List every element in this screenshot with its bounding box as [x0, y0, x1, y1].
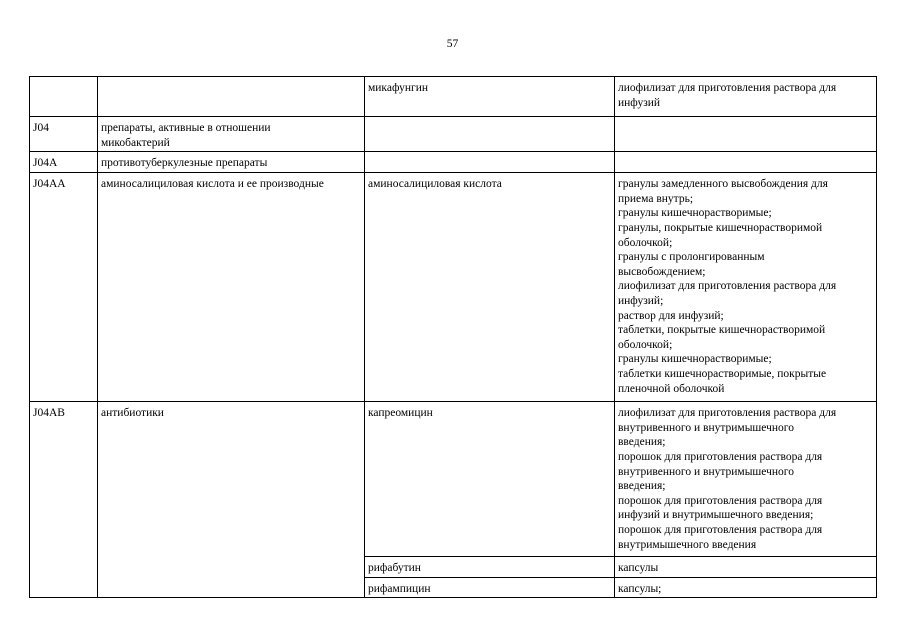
- atc-code-cell: [30, 402, 98, 598]
- atc-code: J04A: [33, 157, 58, 170]
- drug-name: капреомицин: [368, 407, 433, 420]
- group-name-line: аминосалициловая кислота и ее производные: [101, 178, 324, 191]
- group-name-cell: [98, 117, 365, 152]
- drug-table: [29, 76, 877, 598]
- dosage-form-line: внутривенного и внутримышечного: [618, 421, 794, 434]
- dosage-form-line: инфузий и внутримышечного введения;: [618, 509, 814, 522]
- drug-name-cell: [365, 173, 615, 402]
- drug-name: аминосалициловая кислота: [368, 178, 502, 191]
- dosage-form-line: внутримышечного введения: [618, 538, 757, 551]
- dosage-form-line: инфузий;: [618, 294, 664, 307]
- dosage-form-line: оболочкой;: [618, 338, 673, 351]
- dosage-form-line: инфузий: [618, 96, 661, 109]
- drug-name-cell: [365, 77, 615, 117]
- dosage-form-line: капсулы: [618, 562, 659, 575]
- table-row: [30, 117, 877, 152]
- dosage-form-line: порошок для приготовления раствора для: [618, 450, 823, 463]
- group-name-line: антибиотики: [101, 407, 164, 420]
- dosage-form-line: гранулы с пролонгированным: [618, 251, 765, 264]
- atc-code-cell: [30, 77, 98, 117]
- dosage-form-line: капсулы;: [618, 582, 662, 595]
- drug-name-cell: [365, 152, 615, 173]
- dosage-form-line: раствор для инфузий;: [618, 309, 724, 322]
- drug-name: рифабутин: [368, 562, 421, 575]
- table-row: [30, 152, 877, 173]
- dosage-form-cell: [615, 402, 877, 557]
- dosage-form-line: порошок для приготовления раствора для: [618, 494, 823, 507]
- dosage-form-line: пленочной оболочкой: [618, 382, 725, 395]
- dosage-form-line: таблетки кишечнорастворимые, покрытые: [618, 367, 827, 380]
- atc-code-cell: [30, 117, 98, 152]
- group-name-cell: [98, 173, 365, 402]
- group-name-line: микобактерий: [101, 136, 170, 149]
- dosage-form-line: лиофилизат для приготовления раствора для: [618, 280, 837, 293]
- dosage-form-cell: [615, 152, 877, 173]
- atc-code-cell: [30, 173, 98, 402]
- dosage-form-line: таблетки, покрытые кишечнорастворимой: [618, 324, 826, 337]
- dosage-form-line: введения;: [618, 436, 666, 449]
- dosage-form-line: гранулы, покрытые кишечнорастворимой: [618, 221, 823, 234]
- dosage-form-cell: [615, 577, 877, 598]
- drug-name-cell: [365, 117, 615, 152]
- drug-name: микафунгин: [368, 82, 429, 94]
- dosage-form-line: лиофилизат для приготовления раствора для: [618, 407, 837, 420]
- dosage-form-line: гранулы замедленного высвобождения для: [618, 178, 828, 191]
- table-row: [30, 77, 877, 117]
- atc-code: J04AA: [33, 178, 66, 191]
- group-name-cell: [98, 152, 365, 173]
- drug-name-cell: [365, 402, 615, 557]
- table-row: [30, 402, 877, 557]
- atc-code-cell: [30, 152, 98, 173]
- dosage-form-cell: [615, 117, 877, 152]
- atc-code: J04: [33, 122, 49, 134]
- dosage-form-line: внутривенного и внутримышечного: [618, 465, 794, 478]
- dosage-form-line: высвобождением;: [618, 265, 706, 278]
- dosage-form-line: оболочкой;: [618, 236, 673, 249]
- drug-name-cell: [365, 557, 615, 578]
- table-row: [30, 173, 877, 402]
- page-number: 57: [446, 38, 459, 50]
- dosage-form-cell: [615, 557, 877, 578]
- group-name-cell: [98, 77, 365, 117]
- drug-name-cell: [365, 577, 615, 598]
- group-name-cell: [98, 402, 365, 598]
- atc-code: J04AB: [33, 407, 65, 420]
- dosage-form-cell: [615, 173, 877, 402]
- dosage-form-cell: [615, 77, 877, 117]
- dosage-form-line: гранулы кишечнорастворимые;: [618, 207, 772, 220]
- dosage-form-line: порошок для приготовления раствора для: [618, 523, 823, 536]
- dosage-form-line: гранулы кишечнорастворимые;: [618, 353, 772, 366]
- drug-name: рифампицин: [368, 582, 431, 595]
- group-name-line: препараты, активные в отношении: [101, 122, 271, 134]
- dosage-form-line: лиофилизат для приготовления раствора для: [618, 82, 837, 94]
- dosage-form-line: приема внутрь;: [618, 192, 694, 205]
- dosage-form-line: введения;: [618, 480, 666, 493]
- group-name-line: противотуберкулезные препараты: [101, 157, 268, 170]
